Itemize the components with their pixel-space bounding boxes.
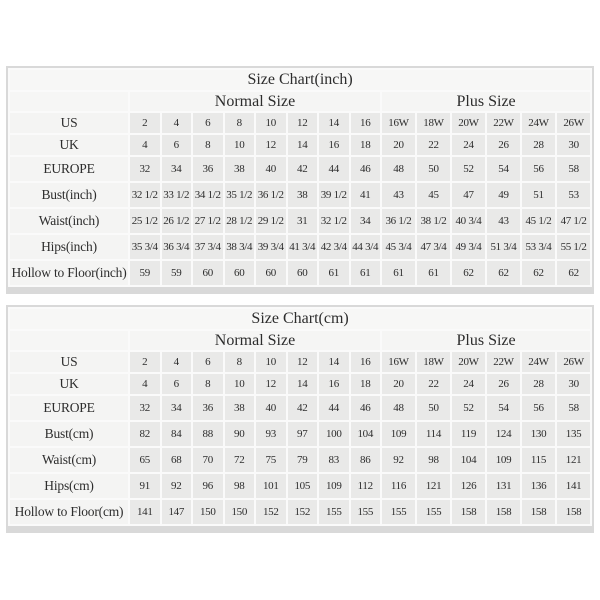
value-cell: 68 xyxy=(161,447,193,473)
value-cell: 92 xyxy=(381,447,416,473)
value-cell: 109 xyxy=(318,473,350,499)
value-cell: 141 xyxy=(556,473,591,499)
row-label: UK xyxy=(9,373,129,395)
row-label: Bust(inch) xyxy=(9,182,129,208)
value-cell: 20W xyxy=(451,351,486,373)
value-cell: 48 xyxy=(381,395,416,421)
table-row xyxy=(9,234,591,260)
value-cell: 44 xyxy=(318,395,350,421)
value-cell: 47 xyxy=(451,182,486,208)
value-cell: 36 xyxy=(192,156,224,182)
value-cell: 36 1/2 xyxy=(255,182,287,208)
value-cell: 61 xyxy=(350,260,382,286)
value-cell: 18 xyxy=(350,134,382,156)
value-cell: 32 xyxy=(129,395,161,421)
value-cell: 84 xyxy=(161,421,193,447)
value-cell: 25 1/2 xyxy=(129,208,161,234)
value-cell: 97 xyxy=(287,421,319,447)
value-cell: 158 xyxy=(486,499,521,525)
value-cell: 42 xyxy=(287,156,319,182)
value-cell: 8 xyxy=(192,134,224,156)
title-row xyxy=(9,308,591,330)
value-cell: 16 xyxy=(318,134,350,156)
value-cell: 136 xyxy=(521,473,556,499)
value-cell: 16 xyxy=(350,351,382,373)
value-cell: 60 xyxy=(224,260,256,286)
value-cell: 53 xyxy=(556,182,591,208)
value-cell: 33 1/2 xyxy=(161,182,193,208)
value-cell: 158 xyxy=(556,499,591,525)
value-cell: 30 xyxy=(556,134,591,156)
value-cell: 4 xyxy=(161,351,193,373)
value-cell: 115 xyxy=(521,447,556,473)
value-cell: 62 xyxy=(486,260,521,286)
value-cell: 114 xyxy=(416,421,451,447)
table-row xyxy=(9,499,591,525)
value-cell: 26W xyxy=(556,351,591,373)
value-cell: 51 xyxy=(521,182,556,208)
value-cell: 41 xyxy=(350,182,382,208)
size-chart-cm-table xyxy=(6,305,594,533)
value-cell: 6 xyxy=(192,351,224,373)
value-cell: 141 xyxy=(129,499,161,525)
value-cell: 28 xyxy=(521,373,556,395)
value-cell: 48 xyxy=(381,156,416,182)
value-cell: 126 xyxy=(451,473,486,499)
value-cell: 27 1/2 xyxy=(192,208,224,234)
value-cell: 53 3/4 xyxy=(521,234,556,260)
value-cell: 24 xyxy=(451,134,486,156)
value-cell: 58 xyxy=(556,395,591,421)
table-row xyxy=(9,447,591,473)
value-cell: 14 xyxy=(287,373,319,395)
value-cell: 158 xyxy=(451,499,486,525)
value-cell: 18 xyxy=(350,373,382,395)
value-cell: 101 xyxy=(255,473,287,499)
value-cell: 41 3/4 xyxy=(287,234,319,260)
value-cell: 91 xyxy=(129,473,161,499)
value-cell: 16 xyxy=(350,112,382,134)
value-cell: 2 xyxy=(129,112,161,134)
value-cell: 12 xyxy=(255,134,287,156)
value-cell: 26 xyxy=(486,373,521,395)
value-cell: 36 xyxy=(192,395,224,421)
value-cell: 96 xyxy=(192,473,224,499)
value-cell: 135 xyxy=(556,421,591,447)
value-cell: 38 3/4 xyxy=(224,234,256,260)
group-header-row xyxy=(9,330,591,351)
value-cell: 39 1/2 xyxy=(318,182,350,208)
value-cell: 59 xyxy=(161,260,193,286)
value-cell: 104 xyxy=(451,447,486,473)
value-cell: 155 xyxy=(318,499,350,525)
value-cell: 47 3/4 xyxy=(416,234,451,260)
value-cell: 55 1/2 xyxy=(556,234,591,260)
value-cell: 34 xyxy=(161,156,193,182)
value-cell: 12 xyxy=(255,373,287,395)
value-cell: 16 xyxy=(318,373,350,395)
table-row xyxy=(9,182,591,208)
row-label: US xyxy=(9,112,129,134)
value-cell: 61 xyxy=(416,260,451,286)
value-cell: 61 xyxy=(318,260,350,286)
value-cell: 47 1/2 xyxy=(556,208,591,234)
value-cell: 52 xyxy=(451,395,486,421)
row-label: EUROPE xyxy=(9,156,129,182)
value-cell: 60 xyxy=(287,260,319,286)
value-cell: 26 1/2 xyxy=(161,208,193,234)
value-cell: 22W xyxy=(486,112,521,134)
table-title: Size Chart(cm) xyxy=(9,308,591,330)
value-cell: 46 xyxy=(350,395,382,421)
value-cell: 22 xyxy=(416,373,451,395)
value-cell: 65 xyxy=(129,447,161,473)
value-cell: 38 xyxy=(287,182,319,208)
value-cell: 40 xyxy=(255,395,287,421)
value-cell: 22W xyxy=(486,351,521,373)
value-cell: 109 xyxy=(486,447,521,473)
value-cell: 8 xyxy=(192,373,224,395)
value-cell: 62 xyxy=(556,260,591,286)
value-cell: 98 xyxy=(224,473,256,499)
value-cell: 150 xyxy=(224,499,256,525)
value-cell: 30 xyxy=(556,373,591,395)
value-cell: 2 xyxy=(129,351,161,373)
row-label: Bust(cm) xyxy=(9,421,129,447)
value-cell: 40 3/4 xyxy=(451,208,486,234)
value-cell: 14 xyxy=(318,351,350,373)
value-cell: 24W xyxy=(521,112,556,134)
value-cell: 38 xyxy=(224,156,256,182)
value-cell: 4 xyxy=(129,134,161,156)
row-label: Hollow to Floor(inch) xyxy=(9,260,129,286)
value-cell: 43 xyxy=(381,182,416,208)
value-cell: 18W xyxy=(416,112,451,134)
table-row xyxy=(9,421,591,447)
value-cell: 38 xyxy=(224,395,256,421)
value-cell: 42 xyxy=(287,395,319,421)
value-cell: 16W xyxy=(381,112,416,134)
plus-size-header: Plus Size xyxy=(381,330,591,351)
row-label: Hollow to Floor(cm) xyxy=(9,499,129,525)
value-cell: 32 1/2 xyxy=(318,208,350,234)
value-cell: 116 xyxy=(381,473,416,499)
value-cell: 152 xyxy=(255,499,287,525)
value-cell: 62 xyxy=(521,260,556,286)
value-cell: 51 3/4 xyxy=(486,234,521,260)
value-cell: 52 xyxy=(451,156,486,182)
value-cell: 10 xyxy=(255,351,287,373)
value-cell: 32 xyxy=(129,156,161,182)
corner-cell xyxy=(9,91,129,112)
value-cell: 58 xyxy=(556,156,591,182)
row-label: EUROPE xyxy=(9,395,129,421)
value-cell: 31 xyxy=(287,208,319,234)
table-row xyxy=(9,351,591,373)
table-row xyxy=(9,156,591,182)
value-cell: 16W xyxy=(381,351,416,373)
value-cell: 20 xyxy=(381,134,416,156)
value-cell: 44 xyxy=(318,156,350,182)
value-cell: 121 xyxy=(416,473,451,499)
value-cell: 105 xyxy=(287,473,319,499)
value-cell: 34 xyxy=(350,208,382,234)
value-cell: 109 xyxy=(381,421,416,447)
value-cell: 20 xyxy=(381,373,416,395)
value-cell: 59 xyxy=(129,260,161,286)
group-header-row xyxy=(9,91,591,112)
value-cell: 98 xyxy=(416,447,451,473)
value-cell: 100 xyxy=(318,421,350,447)
value-cell: 26W xyxy=(556,112,591,134)
value-cell: 104 xyxy=(350,421,382,447)
value-cell: 45 3/4 xyxy=(381,234,416,260)
value-cell: 82 xyxy=(129,421,161,447)
value-cell: 6 xyxy=(161,134,193,156)
row-label: US xyxy=(9,351,129,373)
value-cell: 32 1/2 xyxy=(129,182,161,208)
value-cell: 18W xyxy=(416,351,451,373)
size-table xyxy=(8,307,592,526)
value-cell: 14 xyxy=(287,134,319,156)
value-cell: 45 xyxy=(416,182,451,208)
value-cell: 83 xyxy=(318,447,350,473)
title-row xyxy=(9,69,591,91)
row-label: Hips(inch) xyxy=(9,234,129,260)
value-cell: 46 xyxy=(350,156,382,182)
table-row xyxy=(9,208,591,234)
value-cell: 12 xyxy=(287,112,319,134)
value-cell: 70 xyxy=(192,447,224,473)
value-cell: 62 xyxy=(451,260,486,286)
value-cell: 6 xyxy=(161,373,193,395)
value-cell: 130 xyxy=(521,421,556,447)
value-cell: 155 xyxy=(416,499,451,525)
value-cell: 12 xyxy=(287,351,319,373)
value-cell: 56 xyxy=(521,395,556,421)
table-row xyxy=(9,260,591,286)
value-cell: 60 xyxy=(192,260,224,286)
row-label: Waist(inch) xyxy=(9,208,129,234)
value-cell: 6 xyxy=(192,112,224,134)
value-cell: 86 xyxy=(350,447,382,473)
value-cell: 61 xyxy=(381,260,416,286)
plus-size-header: Plus Size xyxy=(381,91,591,112)
value-cell: 119 xyxy=(451,421,486,447)
value-cell: 56 xyxy=(521,156,556,182)
value-cell: 131 xyxy=(486,473,521,499)
value-cell: 50 xyxy=(416,156,451,182)
value-cell: 54 xyxy=(486,156,521,182)
value-cell: 36 3/4 xyxy=(161,234,193,260)
value-cell: 4 xyxy=(161,112,193,134)
value-cell: 20W xyxy=(451,112,486,134)
value-cell: 28 xyxy=(521,134,556,156)
value-cell: 50 xyxy=(416,395,451,421)
value-cell: 45 1/2 xyxy=(521,208,556,234)
value-cell: 92 xyxy=(161,473,193,499)
value-cell: 60 xyxy=(255,260,287,286)
value-cell: 75 xyxy=(255,447,287,473)
value-cell: 10 xyxy=(224,373,256,395)
value-cell: 158 xyxy=(521,499,556,525)
value-cell: 124 xyxy=(486,421,521,447)
value-cell: 155 xyxy=(381,499,416,525)
value-cell: 152 xyxy=(287,499,319,525)
row-label: Waist(cm) xyxy=(9,447,129,473)
corner-cell xyxy=(9,330,129,351)
value-cell: 22 xyxy=(416,134,451,156)
value-cell: 10 xyxy=(255,112,287,134)
value-cell: 36 1/2 xyxy=(381,208,416,234)
value-cell: 28 1/2 xyxy=(224,208,256,234)
value-cell: 44 3/4 xyxy=(350,234,382,260)
value-cell: 155 xyxy=(350,499,382,525)
value-cell: 35 1/2 xyxy=(224,182,256,208)
value-cell: 14 xyxy=(318,112,350,134)
table-row xyxy=(9,373,591,395)
value-cell: 29 1/2 xyxy=(255,208,287,234)
row-label: Hips(cm) xyxy=(9,473,129,499)
value-cell: 39 3/4 xyxy=(255,234,287,260)
normal-size-header: Normal Size xyxy=(129,330,381,351)
value-cell: 26 xyxy=(486,134,521,156)
value-cell: 38 1/2 xyxy=(416,208,451,234)
value-cell: 72 xyxy=(224,447,256,473)
value-cell: 90 xyxy=(224,421,256,447)
value-cell: 79 xyxy=(287,447,319,473)
value-cell: 37 3/4 xyxy=(192,234,224,260)
table-row xyxy=(9,134,591,156)
value-cell: 42 3/4 xyxy=(318,234,350,260)
row-label: UK xyxy=(9,134,129,156)
value-cell: 49 3/4 xyxy=(451,234,486,260)
value-cell: 49 xyxy=(486,182,521,208)
value-cell: 112 xyxy=(350,473,382,499)
size-table xyxy=(8,68,592,287)
value-cell: 54 xyxy=(486,395,521,421)
value-cell: 8 xyxy=(224,112,256,134)
value-cell: 43 xyxy=(486,208,521,234)
table-row xyxy=(9,395,591,421)
value-cell: 34 1/2 xyxy=(192,182,224,208)
table-row xyxy=(9,473,591,499)
value-cell: 8 xyxy=(224,351,256,373)
value-cell: 147 xyxy=(161,499,193,525)
size-chart-inch-table xyxy=(6,66,594,294)
value-cell: 34 xyxy=(161,395,193,421)
value-cell: 4 xyxy=(129,373,161,395)
value-cell: 40 xyxy=(255,156,287,182)
value-cell: 121 xyxy=(556,447,591,473)
value-cell: 88 xyxy=(192,421,224,447)
normal-size-header: Normal Size xyxy=(129,91,381,112)
value-cell: 10 xyxy=(224,134,256,156)
value-cell: 150 xyxy=(192,499,224,525)
table-row xyxy=(9,112,591,134)
value-cell: 93 xyxy=(255,421,287,447)
value-cell: 35 3/4 xyxy=(129,234,161,260)
table-title: Size Chart(inch) xyxy=(9,69,591,91)
value-cell: 24W xyxy=(521,351,556,373)
value-cell: 24 xyxy=(451,373,486,395)
